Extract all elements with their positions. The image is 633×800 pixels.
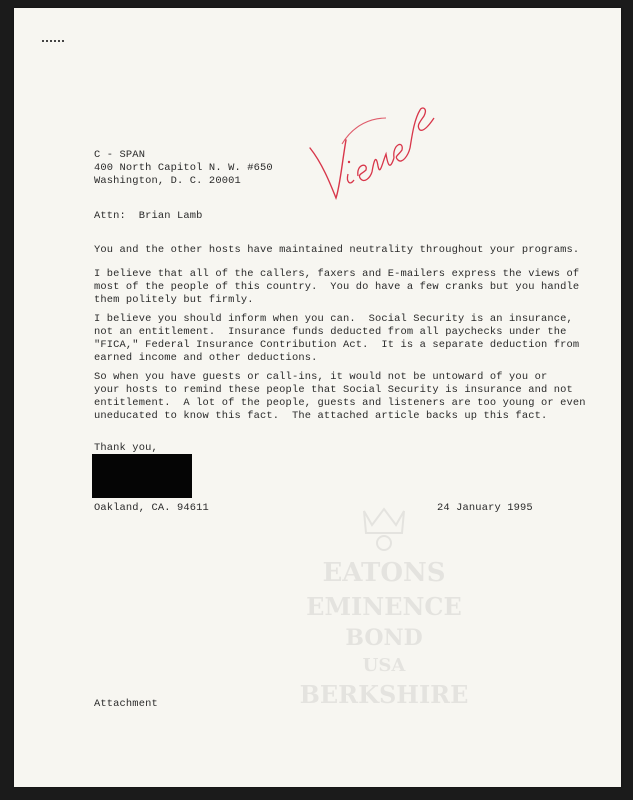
text-line: I believe that all of the callers, faxers and E-mailers express the views of	[94, 268, 580, 280]
text-line: most of the people of this country. You do have a few cranks but you handle	[94, 281, 580, 293]
text-line: uneducated to know this fact. The attached article backs up this fact.	[94, 410, 548, 422]
letter-date: 24 January 1995	[437, 502, 533, 514]
address-line: 400 North Capitol N. W. #650	[94, 162, 273, 174]
punch-mark	[42, 40, 64, 45]
text-line: them politely but firmly.	[94, 294, 254, 306]
text-line: So when you have guests or call-ins, it would not be untoward of you or	[94, 371, 548, 383]
redacted-signature-block	[92, 454, 192, 498]
text-line: your hosts to remind these people that Social Security is insurance and not	[94, 384, 573, 396]
letter-paragraph-3	[94, 313, 579, 365]
closing: Thank you,	[94, 442, 158, 454]
attention-line: Attn: Brian Lamb	[94, 210, 203, 222]
watermark-line3: BOND	[345, 625, 423, 651]
recipient-address	[94, 149, 273, 188]
watermark-line4: USA	[362, 655, 406, 676]
letter-page	[14, 8, 621, 787]
text-line: I believe you should inform when you can. Social Security is an insurance,	[94, 313, 573, 325]
letter-paragraph-1	[94, 244, 579, 257]
address-line: Washington, D. C. 20001	[94, 175, 241, 187]
watermark-line5: BERKSHIRE	[299, 680, 469, 709]
enclosure-note: Attachment	[94, 698, 158, 710]
letter-paragraph-2	[94, 268, 579, 307]
handwritten-viewer-note	[302, 78, 442, 208]
text-line: "FICA," Federal Insurance Contribution Act. It is a separate deduction from	[94, 339, 580, 351]
text-line: You and the other hosts have maintained neutrality throughout your programs.	[94, 244, 580, 256]
text-line: earned income and other deductions.	[94, 352, 318, 364]
text-line: not an entitlement. Insurance funds deducted from all paychecks under the	[94, 326, 567, 338]
paper-watermark	[254, 503, 514, 723]
letter-paragraph-4	[94, 371, 586, 423]
watermark-line1: EATONS	[322, 558, 446, 588]
address-line: C - SPAN	[94, 149, 146, 161]
text-line: entitlement. A lot of the people, guests and listeners are too young or even	[94, 397, 586, 409]
watermark-line2: EMINENCE	[306, 592, 462, 621]
sender-city: Oakland, CA. 94611	[94, 502, 209, 514]
